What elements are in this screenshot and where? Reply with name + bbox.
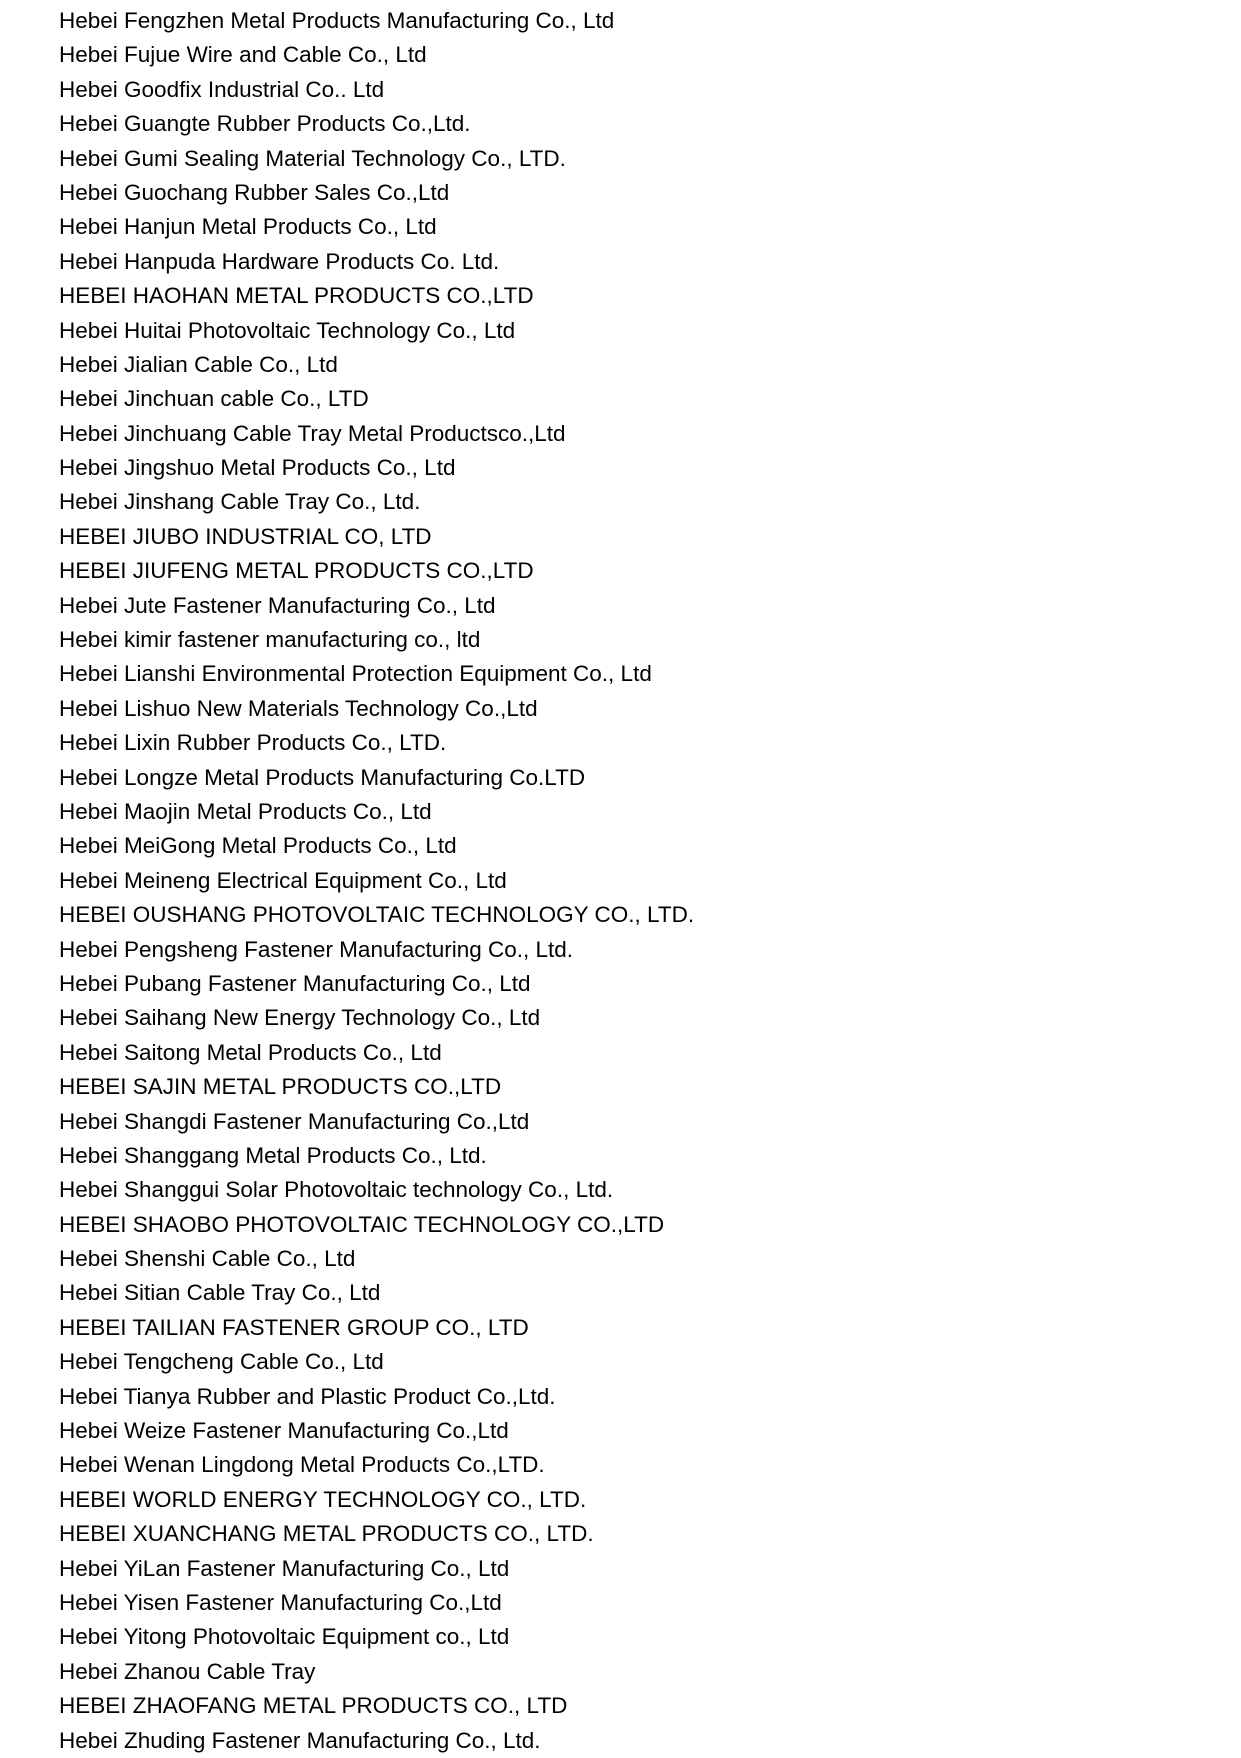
company-name: Hebei Fengzhen Metal Products Manufacturing Co., Ltd [59,8,615,33]
company-name: Hebei Zhanou Cable Tray [59,1658,316,1684]
company-name: HEBEI OUSHANG PHOTOVOLTAIC TECHNOLOGY CO., LTD. [59,902,695,928]
company-name: Hebei Jialian Cable Co., Ltd [59,351,338,377]
company-name: Hebei Tengcheng Cable Co., Ltd [59,1349,384,1375]
company-name: Hebei Jingshuo Metal Products Co., Ltd [59,455,456,481]
company-name: Hebei Shanggui Solar Photovoltaic technology Co., Ltd. [59,1177,614,1203]
company-name: HEBEI WORLD ENERGY TECHNOLOGY CO., LTD. [59,1486,587,1512]
company-name: Hebei Lixin Rubber Products Co., LTD. [59,730,447,756]
company-name: Hebei Lishuo New Materials Technology Co.,Ltd [59,695,538,721]
company-name: Hebei Shanggang Metal Products Co., Ltd. [59,1142,487,1168]
company-name: Hebei Saitong Metal Products Co., Ltd [59,1039,442,1065]
company-name: Hebei Guochang Rubber Sales Co.,Ltd [59,179,450,205]
company-name: Hebei MeiGong Metal Products Co., Ltd [59,833,457,859]
company-name: HEBEI HAOHAN METAL PRODUCTS CO.,LTD [59,283,534,309]
company-name: Hebei Yitong Photovoltaic Equipment co., Ltd [59,1624,510,1650]
company-name: HEBEI JIUFENG METAL PRODUCTS CO.,LTD [59,558,534,584]
company-name: Hebei kimir fastener manufacturing co., ltd [59,627,481,653]
company-name: Hebei Tianya Rubber and Plastic Product Co.,Ltd. [59,1383,556,1409]
company-name: Hebei Weize Fastener Manufacturing Co.,Ltd [59,1418,509,1444]
company-name: HEBEI XUANCHANG METAL PRODUCTS CO., LTD. [59,1521,594,1547]
company-name: Hebei Fujue Wire and Cable Co., Ltd [59,42,427,68]
company-name: Hebei Yisen Fastener Manufacturing Co.,Ltd [59,1589,502,1615]
company-name: Hebei Longze Metal Products Manufacturing Co.LTD [59,764,586,790]
company-name: Hebei Meineng Electrical Equipment Co., Ltd [59,867,507,893]
company-name: HEBEI SAJIN METAL PRODUCTS CO.,LTD [59,1074,502,1100]
company-name: Hebei Pengsheng Fastener Manufacturing Co., Ltd. [59,936,574,962]
company-name: Hebei Jinchuang Cable Tray Metal Productsco.,Ltd [59,420,566,446]
company-name: Hebei Huitai Photovoltaic Technology Co., Ltd [59,317,516,343]
company-name: Hebei Shenshi Cable Co., Ltd [59,1246,356,1272]
company-name: Hebei Wenan Lingdong Metal Products Co.,LTD. [59,1452,545,1478]
company-name: HEBEI SHAOBO PHOTOVOLTAIC TECHNOLOGY CO.,LTD [59,1211,665,1237]
company-name: Hebei Zhuding Fastener Manufacturing Co., Ltd. [59,1727,541,1753]
company-name: Hebei Guangte Rubber Products Co.,Ltd. [59,111,471,137]
company-name: Hebei Goodfix Industrial Co.. Ltd [59,76,385,102]
company-list [59,4,1209,1758]
company-name: HEBEI JIUBO INDUSTRIAL CO, LTD [59,523,432,549]
company-name: HEBEI ZHAOFANG METAL PRODUCTS CO., LTD [59,1693,568,1719]
company-name: Hebei Shangdi Fastener Manufacturing Co.,Ltd [59,1108,530,1134]
company-name: Hebei Jute Fastener Manufacturing Co., Ltd [59,592,496,618]
company-name: Hebei YiLan Fastener Manufacturing Co., Ltd [59,1555,510,1581]
company-name: HEBEI TAILIAN FASTENER GROUP CO., LTD [59,1314,529,1340]
company-name: Hebei Hanpuda Hardware Products Co. Ltd. [59,248,500,274]
company-name: Hebei Lianshi Environmental Protection Equipment Co., Ltd [59,661,652,687]
company-name: Hebei Jinchuan cable Co., LTD [59,386,369,412]
company-name: Hebei Saihang New Energy Technology Co., Ltd [59,1005,541,1031]
company-name: Hebei Hanjun Metal Products Co., Ltd [59,214,437,240]
company-name: Hebei Pubang Fastener Manufacturing Co., Ltd [59,970,531,996]
company-name: Hebei Sitian Cable Tray Co., Ltd [59,1280,381,1306]
company-name: Hebei Maojin Metal Products Co., Ltd [59,798,432,824]
company-name: Hebei Jinshang Cable Tray Co., Ltd. [59,489,421,515]
company-name: Hebei Gumi Sealing Material Technology Co., LTD. [59,145,566,171]
